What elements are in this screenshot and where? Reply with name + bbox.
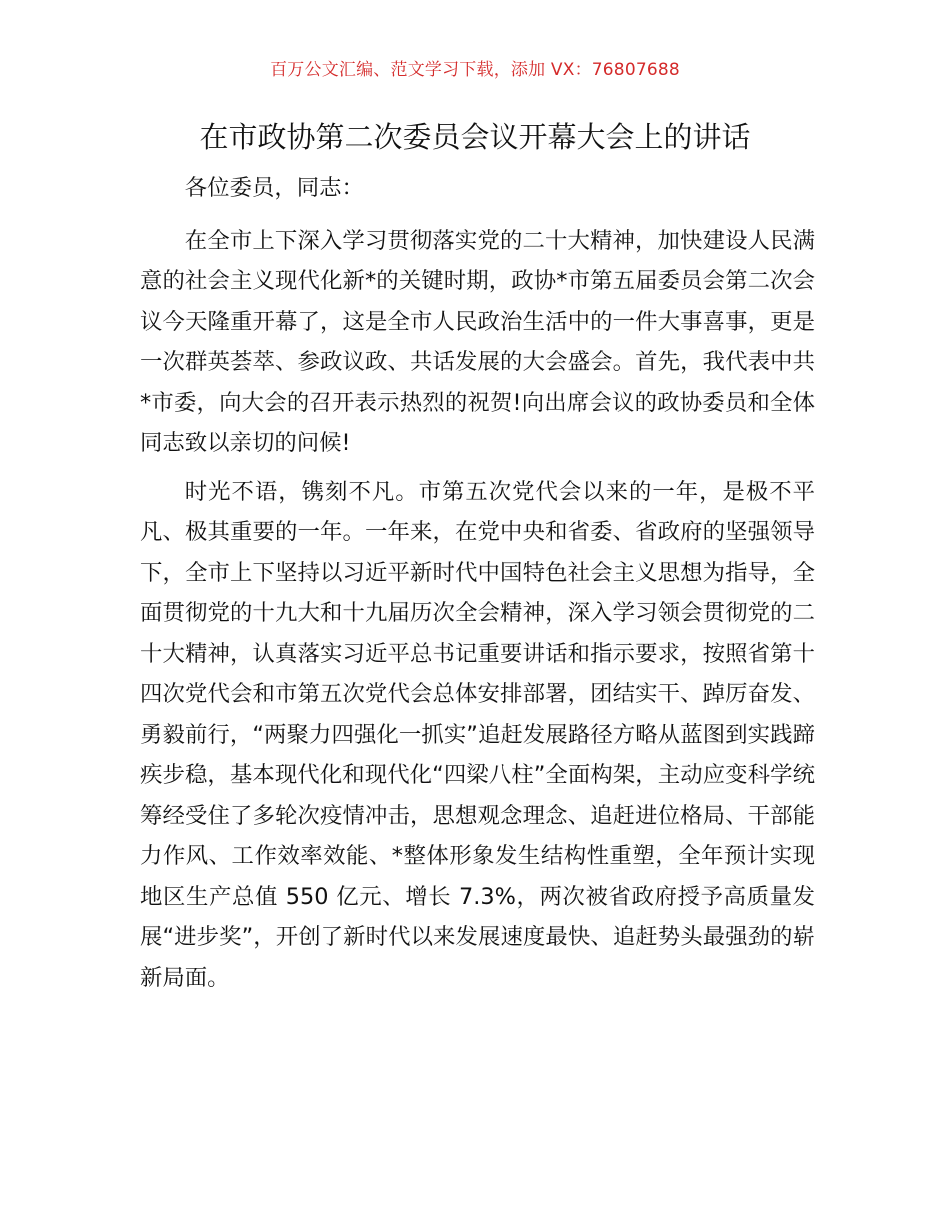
salutation: 各位委员，同志： — [184, 175, 364, 201]
paragraph-review: 时光不语，镌刻不凡。市第五次党代会以来的一年，是极不平凡、极其重要的一年。一年来，在党中央和省委、省政府的坚强领导下，全市上下坚持以习近平新时代中国特色社会主义思想为指导，全面贯彻党的十九大和十九届历次全会精神，深入学习领会贯彻党的二十大精神，认真落实习近平总书记重要讲话和指示要求，按照省第十四次党代会和市第五次党代会总体安排部署，团结实干、踔厉奋发、勇毅前行，“两聚力四强化一抓实”追赶发展路径方略从蓝图到实践蹄疾步稳，基本现代化和现代化“四梁八柱”全面构架，主动应变科学统筹经受住了多轮次疫情冲击，思想观念理念、追赶进位格局、干部能力作风、工作效率效能、*整体形象发生结构性重塑，全年预计实现地区生产总值 550 亿元、增长 7.3%，两次被省政府授予高质量发展“进步奖”，开创了新时代以来发展速度最快、追赶势头最强劲的崭新局面。 — [140, 478, 815, 991]
document-body — [140, 168, 815, 998]
header-banner: 百万公文汇编、范文学习下载，添加 VX：76807688 — [270, 60, 680, 80]
paragraph-opening: 在全市上下深入学习贯彻落实党的二十大精神，加快建设人民满意的社会主义现代化新*的关键时期，政协*市第五届委员会第二次会议今天隆重开幕了，这是全市人民政治生活中的一件大事喜事，更是一次群英荟萃、参政议政、共话发展的大会盛会。首先，我代表中共*市委，向大会的召开表示热烈的祝贺!向出席会议的政协委员和全体同志致以亲切的问候! — [140, 227, 815, 456]
document-title: 在市政协第二次委员会议开幕大会上的讲话 — [199, 120, 751, 154]
